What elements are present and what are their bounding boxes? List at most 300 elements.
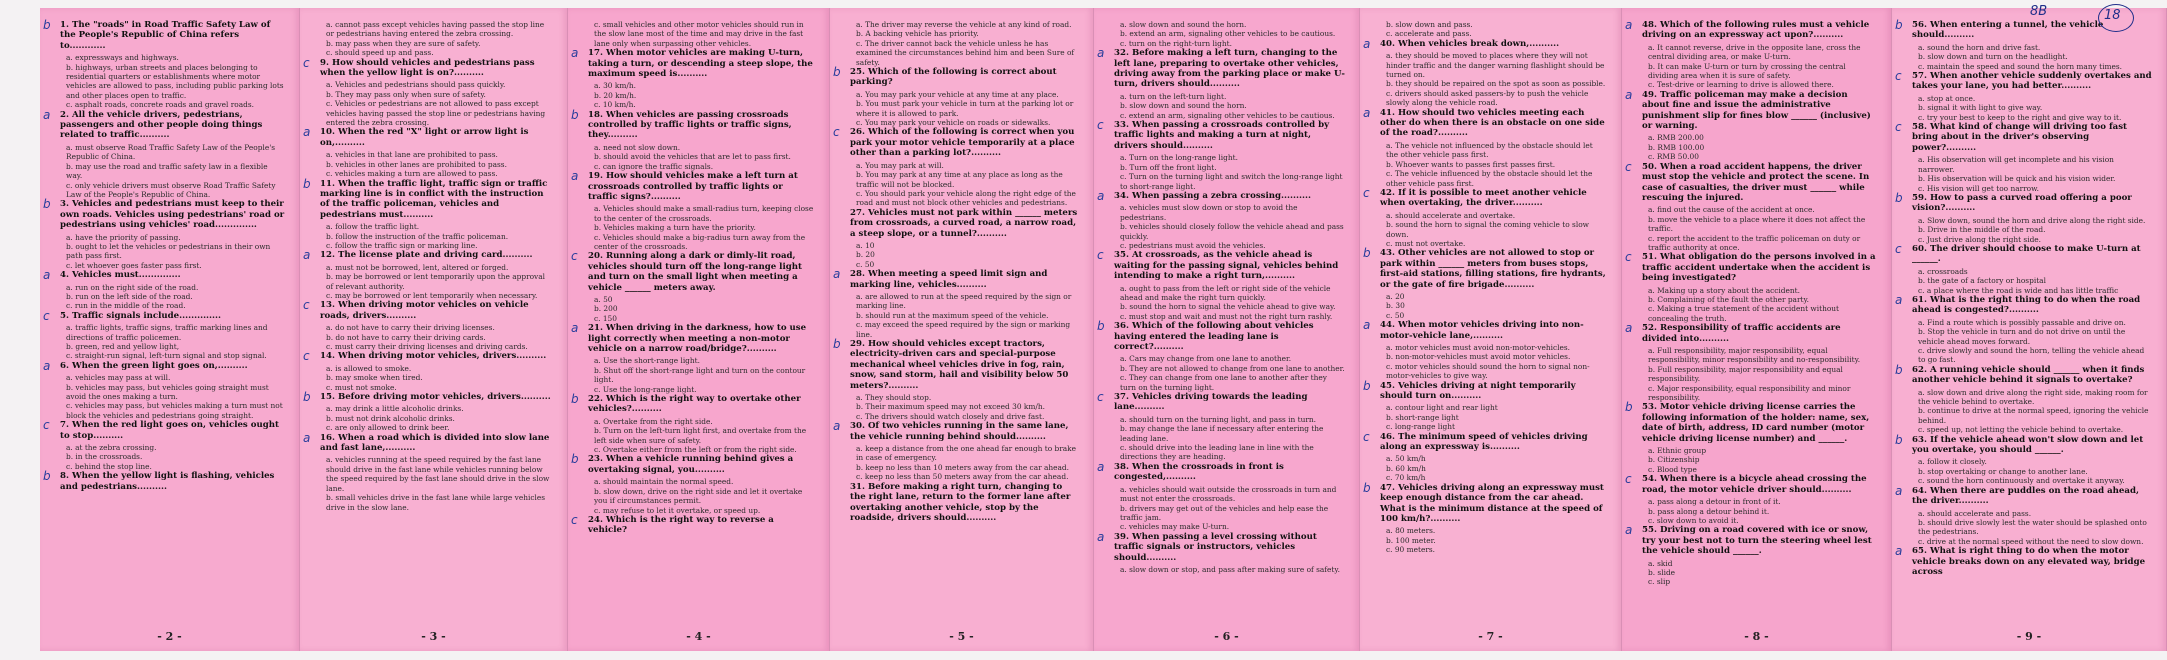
question-text: 58. What kind of change will driving too fast bring about in the driver's observing power?.......... (1912, 122, 2128, 153)
question-block (1895, 292, 2152, 365)
answer-option: a. at the zebra crossing. (66, 443, 157, 453)
handwritten-answer-mark: c (571, 249, 578, 264)
handwritten-answer-mark: b (571, 392, 579, 407)
question-text: 14. When driving motor vehicles, drivers.......... (320, 351, 547, 362)
question-block (1363, 36, 1607, 108)
question-block (1097, 529, 1345, 575)
answer-option: a. slow down and drive along the right side, making room for the vehicle behind to overtake. (1918, 387, 2148, 407)
answer-option: a. ought to pass from the left or right side of the vehicle ahead and make the right turn quickly. (1120, 283, 1331, 302)
handwritten-answer-mark: a (833, 267, 841, 282)
page-number: - 5 - (949, 630, 974, 643)
answer-option: a. 30 km/h. (594, 81, 636, 91)
answer-option: b. 200 (594, 304, 618, 314)
answer-option: b. they should be repaired on the spot as soon as possible. (1386, 79, 1606, 89)
question-text: 51. What obligation do the persons involved in a traffic accident undertake when the accident is being investigated? (1642, 252, 1876, 284)
page-number: - 3 - (421, 630, 446, 643)
question-block (1625, 400, 1877, 474)
question-text: 23. When a vehicle running behind gives a overtaking signal, you.......... (588, 454, 794, 475)
question-block (1625, 523, 1877, 587)
question-text: 52. Responsibility of traffic accidents are divided into.......... (1642, 323, 1841, 344)
handwritten-note-1: 8B (2030, 4, 2048, 19)
question-block (303, 349, 553, 392)
question-text: 21. When driving in the darkness, how to use light correctly when meeting a non-motor vehicle on a narrow road/bridge?.......... (588, 323, 807, 354)
answer-option: a. are allowed to run at the speed required by the sign or marking line. (856, 291, 1072, 311)
answer-option: a. Full responsibility, major responsibility, equal responsibility, minor responsibility and no-responsibility. (1648, 346, 1861, 365)
question-block (571, 512, 815, 536)
question-block (1625, 250, 1877, 323)
question-text: 1. The "roads" in Road Traffic Safety Law of the People's Republic of China refers to............ (60, 20, 271, 51)
answer-option: a. should accelerate and overtake. (1386, 210, 1516, 220)
question-text: 56. When entering a tunnel, the vehicle should.......... (1912, 20, 2104, 41)
answer-option: c. drive at the normal speed without the need to slow down. (1918, 536, 2144, 546)
answer-option: c. drive slowly and sound the horn, telling the vehicle ahead to go fast. (1918, 346, 2145, 365)
handwritten-answer-mark: a (1895, 483, 1903, 498)
answer-option: b. follow the instruction of the traffic policeman. (326, 231, 509, 241)
handwritten-answer-mark: b (43, 18, 51, 32)
question-text: 43. Other vehicles are not allowed to stop or park within ______ meters from buses stops, first-aid stations, filling stations, fire hydrants, or the gate of fire brigade.......... (1380, 248, 1606, 290)
answer-option: c. speed up, not letting the vehicle behind to overtake. (1918, 425, 2124, 435)
answer-option: b. Turn off the front light. (1120, 162, 1217, 172)
question-block (43, 469, 285, 492)
answer-option: a. 10 (856, 240, 875, 250)
handwritten-answer-mark: a (1625, 523, 1633, 538)
answer-option: a. turn on the left-turn light. (1120, 91, 1227, 101)
booklet-page (830, 8, 1094, 651)
handwritten-answer-mark: a (1097, 46, 1105, 61)
answer-option: b. sound the horn to signal the coming vehicle to slow down. (1386, 220, 1589, 239)
handwritten-answer-mark: a (1097, 459, 1105, 474)
answer-option: a. is allowed to smoke. (326, 363, 412, 373)
answer-option: a. vehicles in that lane are prohibited to pass. (326, 150, 498, 160)
answer-option: c. small vehicles and other motor vehicles should run in the slow lane most of the time and may drive in the fast lane only when surpassing other vehicles. (594, 20, 804, 48)
answer-option: a. Making up a story about the accident. (1648, 285, 1800, 295)
answer-option: a. His observation will get incomplete and his vision narrower. (1918, 155, 2114, 174)
question-block (850, 208, 1079, 269)
question-block (571, 452, 815, 515)
question-block (303, 430, 553, 512)
question-text: 29. How should vehicles except tractors, electricity-driven cars and special-purpose mechanical wheel vehicles drive in fog, rain, snow, sand storm, hail and visibility below 50 meters?.......... (850, 339, 1069, 391)
question-block (1097, 118, 1345, 191)
question-block (833, 65, 1079, 128)
question-block (1895, 120, 2152, 193)
question-text: 28. When meeting a speed limit sign and marking line, vehicles.......... (850, 269, 1048, 290)
question-block (833, 419, 1079, 482)
answer-option: c. Test-drive or learning to drive is allowed there. (1648, 80, 1834, 90)
answer-option: c. You may park your vehicle on roads or sidewalks. (856, 118, 1051, 128)
answer-option: a. Turn on the long-range light. (1120, 153, 1238, 163)
question-block (571, 392, 815, 455)
handwritten-answer-mark: a (833, 419, 841, 434)
question-text: 31. Before making a right turn, changing to the right lane, return to the former lane after overtaking another vehicle, stop by the roadside, drivers should.......... (850, 481, 1071, 523)
answer-option: c. can ignore the traffic signals. (594, 161, 714, 171)
question-text: 37. Vehicles driving towards the leading lane.......... (1114, 392, 1308, 413)
handwritten-answer-mark: a (1097, 188, 1105, 203)
page-number: - 8 - (1744, 630, 1769, 643)
answer-option: c. They can change from one lane to another after they turn on the turning light. (1120, 373, 1327, 392)
answer-option: c. should speed up and pass. (326, 48, 434, 58)
answer-option: b. They may pass only when sure of safety. (326, 89, 486, 99)
question-block (1895, 544, 2152, 577)
question-block (1097, 319, 1345, 392)
answer-option: a. should turn on the turning light, and pass in turn. (1120, 414, 1316, 424)
handwritten-answer-mark: a (571, 46, 579, 61)
question-block (1625, 18, 1877, 90)
booklet-page (568, 8, 830, 651)
question-text: 10. When the red "X" light or arrow light is on,.......... (320, 127, 529, 148)
question-text: 5. Traffic signals include.............. (60, 310, 222, 321)
question-block (303, 125, 553, 179)
answer-option: b. non-motor-vehicles must avoid motor vehicles. (1386, 352, 1571, 362)
answer-option: b. slow down and pass. (1386, 20, 1473, 29)
answer-option: c. only vehicle drivers must observe Road Traffic Safety Law of the People's Republic of China. (66, 180, 276, 199)
question-block (1363, 185, 1607, 248)
answer-option: c. turn on the right-turn light. (1120, 38, 1232, 48)
answer-option: b. signal it with light to give way. (1918, 103, 2043, 113)
answer-option: b. Stop the vehicle in turn and do not drive on until the vehicle ahead moves forward. (1918, 327, 2126, 346)
question-text: 60. The driver should choose to make U-turn at ______. (1912, 243, 2141, 265)
question-block (43, 418, 285, 471)
answer-option: a. should accelerate and pass. (1918, 508, 2032, 518)
answer-option: a. slow down or stop, and pass after making sure of safety. (1120, 564, 1340, 574)
question-block (571, 46, 815, 110)
question-block (303, 55, 553, 128)
handwritten-answer-mark: b (833, 337, 841, 351)
answer-option: b. A backing vehicle has priority. (856, 29, 979, 39)
question-text: 8. When the yellow light is flashing, vehicles and pedestrians.......... (60, 471, 275, 492)
handwritten-answer-mark: c (1097, 390, 1104, 405)
answer-option: a. 50 km/h (1386, 454, 1426, 464)
question-text: 53. Motor vehicle driving license carries the following information of the holder: name, sex, date of birth, address, ID card number (motor vehicle driving license number) and ______. (1642, 402, 1870, 444)
answer-option: a. You may park your vehicle at any time at any place. (856, 89, 1059, 99)
handwritten-answer-mark: b (1625, 400, 1633, 415)
answer-option: b. the gate of a factory or hospital (1918, 276, 2046, 286)
answer-option: c. must carry their driving licenses and driving cards. (326, 342, 528, 351)
answer-option: b. You may park at any time at any place as long as the traffic will not be blocked. (856, 170, 1063, 189)
question-block (1097, 459, 1345, 532)
answer-option: c. 50 (856, 259, 875, 269)
handwritten-note-2: 18 (2104, 8, 2121, 23)
answer-option: b. should drive slowly lest the water should be splashed onto the pedestrians. (1918, 517, 2147, 537)
handwritten-answer-mark: a (303, 248, 311, 263)
answer-option: b. sound the horn to signal the vehicle ahead to give way. (1120, 302, 1336, 312)
question-text: 7. When the red light goes on, vehicles ought to stop.......... (60, 420, 279, 441)
answer-option: c. You should park your vehicle along the right edge of the road and must not block other vehicles and pedestrians. (856, 188, 1076, 208)
answer-option: c. His vision will get too narrow. (1918, 183, 2039, 193)
answer-option: b. RMB 100.00 (1648, 142, 1705, 152)
question-block (1625, 472, 1877, 525)
answer-option: c. The driver cannot back the vehicle unless he has examined the circumstances behind him and been Sure of safety. (856, 38, 1075, 67)
answer-option: b. Complaining of the fault the other party. (1648, 294, 1810, 304)
answer-option: b. move the vehicle to a place where it does not affect the traffic. (1648, 214, 1866, 234)
answer-option: a. Find a route which is possibly passable and drive on. (1918, 317, 2126, 327)
answer-option: c. must stop and wait and must not the right turn rashly. (1120, 311, 1333, 321)
handwritten-answer-mark: a (1625, 321, 1633, 336)
booklet-page (1360, 8, 1622, 651)
answer-option: a. RMB 200.00 (1648, 133, 1704, 143)
question-text: 6. When the green light goes on,.......... (60, 360, 248, 371)
answer-option: a. sound the horn and drive fast. (1918, 42, 2041, 52)
handwritten-answer-mark: b (1363, 246, 1371, 261)
handwritten-answer-mark: a (1895, 544, 1903, 559)
answer-option: b. Shut off the short-range light and turn on the contour light. (594, 365, 806, 385)
answer-option: c. Turn on the turning light and switch the long-range light to short-range light. (1120, 172, 1343, 191)
answer-option: a. slow down and sound the horn. (1120, 20, 1247, 29)
question-text: 44. When motor vehicles driving into non-motor-vehicle lane,.......... (1380, 320, 1584, 341)
answer-option: c. Vehicles should make a big-radius turn away from the center of the crossroads. (594, 232, 806, 251)
question-text: 35. At crossroads, as the vehicle ahead is waiting for the passing signal, vehicles behind intending to make a right turn,.......... (1114, 250, 1339, 282)
answer-option: b. Their maximum speed may not exceed 30 km/h. (856, 402, 1045, 412)
answer-option: a. vehicles running at the speed required by the fast lane should drive in the fast lane while vehicles running below the speed required by the fast lane should drive in the slow lane. (326, 455, 550, 493)
answer-option: a. expressways and highways. (66, 53, 179, 63)
question-text: 18. When vehicles are passing crossroads controlled by traffic lights or traffic signs, they.......... (588, 109, 792, 141)
question-block (303, 390, 553, 433)
question-block (1097, 390, 1345, 462)
answer-option: b. 20 km/h. (594, 90, 637, 100)
answer-option: c. try your best to keep to the right and give way to it. (1918, 112, 2122, 122)
handwritten-answer-mark: c (1363, 429, 1370, 444)
answer-option: c. are only allowed to drink beer. (326, 423, 450, 433)
answer-option: c. RMB 50.00 (1648, 152, 1699, 162)
handwritten-answer-mark: b (571, 107, 579, 122)
answer-option: a. It cannot reverse, drive in the opposite lane, cross the central dividing area, or make U-turn. (1648, 42, 1861, 62)
handwritten-answer-mark: a (1625, 18, 1633, 32)
answer-option: a. 80 meters. (1386, 526, 1436, 536)
booklet-page (1094, 8, 1360, 651)
question-block (1625, 159, 1877, 253)
answer-option: b. Drive in the middle of the road. (1918, 225, 2046, 235)
handwritten-answer-mark: c (303, 55, 310, 70)
answer-option: a. run on the right side of the road. (66, 282, 199, 292)
answer-option: b. should run at the maximum speed of the vehicle. (856, 310, 1049, 320)
question-block (43, 308, 285, 361)
question-text: 46. The minimum speed of vehicles driving along an expressway is.......... (1380, 431, 1588, 453)
answer-option: b. run on the left side of the road. (66, 291, 193, 301)
handwritten-answer-mark: c (1895, 120, 1902, 135)
answer-option: b. slow down and sound the horn. (1120, 101, 1247, 111)
question-block (1363, 480, 1607, 555)
answer-option: b. keep no less than 10 meters away from the car ahead. (856, 462, 1070, 472)
handwritten-answer-mark: a (1363, 105, 1371, 120)
answer-option: c. extend an arm, signaling other vehicles to be cautious. (1120, 110, 1335, 120)
booklet-page (1622, 8, 1892, 651)
answer-option: b. Whoever wants to passes first passes first. (1386, 159, 1556, 169)
answer-option: c. vehicles may pass, but vehicles making a turn must not block the vehicles and pedestrians going straight. (66, 401, 283, 420)
question-text: 39. When passing a level crossing without traffic signals or instructors, vehicles should.......... (1114, 531, 1317, 563)
handwritten-answer-mark: a (43, 107, 51, 122)
question-text: 36. Which of the following about vehicles having entered the leading lane is correct?.......... (1114, 321, 1314, 352)
handwritten-answer-mark: a (571, 321, 579, 336)
handwritten-answer-mark: a (1097, 529, 1105, 544)
answer-option: c. may be borrowed or lent temporarily when necessary. (326, 290, 538, 300)
answer-option: b. Turn on the left-turn light first, and overtake from the left side when sure of safety. (594, 426, 807, 445)
question-text: 48. Which of the following rules must a vehicle driving on an expressway act upon?.......... (1642, 20, 1870, 41)
question-text: 12. The license plate and driving card.......... (320, 250, 533, 261)
question-text: 9. How should vehicles and pedestrians pass when the yellow light is on?.......... (320, 57, 535, 79)
question-text: 41. How should two vehicles meeting each other do when there is an obstacle on one side of the road?.......... (1380, 107, 1605, 139)
answer-option: b. They are not allowed to change from one lane to another. (1120, 363, 1345, 373)
answer-option: c. The drivers should watch closely and drive fast. (856, 411, 1045, 421)
answer-option: c. accelerate and pass. (1386, 29, 1472, 39)
handwritten-answer-mark: c (1895, 241, 1902, 256)
question-text: 19. How should vehicles make a left turn at crossroads controlled by traffic lights or traffic signs?.......... (588, 171, 798, 202)
question-text: 30. Of two vehicles running in the same lane, the vehicle running behind should.......... (850, 421, 1069, 442)
question-text: 54. When there is a bicycle ahead crossing the road, the motor vehicle driver should.......... (1642, 474, 1867, 495)
question-text: 62. A running vehicle should ______ when it finds another vehicle behind it signals to overtake? (1912, 364, 2145, 386)
answer-option: a. They should stop. (856, 393, 932, 403)
question-text: 32. Before making a left turn, changing to the left lane, preparing to overtake other vehicles, driving away from the parking place or make U-turn, drivers should.......... (1114, 48, 1345, 90)
page-number: - 9 - (2016, 630, 2042, 643)
answer-option: c. 50 (1386, 310, 1405, 320)
answer-option: c. slow down to avoid it. (1648, 515, 1739, 525)
answer-option: b. may use the road and traffic safety law in a flexible way. (66, 161, 268, 181)
question-block (1895, 362, 2152, 435)
answer-option: a. do not have to carry their driving licenses. (326, 323, 495, 333)
answer-option: c. drivers should asked passers-by to push the vehicle slowly along the vehicle road. (1386, 88, 1589, 108)
handwritten-answer-mark: a (43, 358, 51, 373)
question-block (43, 358, 285, 420)
answer-option: c. keep no less than 50 meters away from the car ahead. (856, 472, 1069, 482)
answer-option: c. let whoever goes faster pass first. (66, 260, 202, 270)
question-block (1097, 188, 1345, 250)
page-number: - 7 - (1478, 630, 1503, 643)
answer-option: b. green, red and yellow light, (66, 342, 180, 351)
question-block (1895, 241, 2152, 295)
answer-option: c. 10 km/h. (594, 100, 636, 110)
answer-option: b. small vehicles drive in the fast lane while large vehicles drive in the slow lane. (326, 493, 545, 512)
answer-option: c. asphalt roads, concrete roads and gravel roads. (66, 100, 255, 110)
answer-option: c. The vehicle influenced by the obstacle should let the other vehicle pass first. (1386, 169, 1593, 188)
question-block (1895, 69, 2152, 122)
question-text: 38. When the crossroads in front is congested,.......... (1114, 461, 1284, 483)
answer-option: b. do not have to carry their driving cards. (326, 332, 486, 342)
handwritten-answer-mark: a (1363, 36, 1371, 51)
answer-option: b. ought to let the vehicles or pedestrians in their own path pass first. (66, 241, 271, 261)
answer-option: b. Full responsibility, major responsibility and equal responsibility. (1648, 364, 1843, 384)
answer-option: b. It can make U-turn or turn by crossing the central dividing area when it is sure of safety. (1648, 61, 1846, 81)
question-block (1363, 246, 1607, 320)
question-text: 3. Vehicles and pedestrians must keep to their own roads. Vehicles using pedestrians' road or pedestrians using vehicles' road.............. (60, 199, 285, 231)
handwritten-answer-mark: a (303, 125, 311, 140)
question-block (43, 107, 285, 200)
answer-option: b. may pass when they are sure of safety. (326, 38, 481, 48)
answer-option: a. follow it closely. (1918, 457, 1987, 467)
question-text: 33. When passing a crossroads controlled by traffic lights and making a turn at night, drivers should.......... (1114, 120, 1330, 151)
answer-option: c. must not smoke. (326, 382, 397, 392)
handwritten-answer-mark: c (303, 349, 310, 364)
answer-option: a. cannot pass except vehicles having passed the stop line or pedestrians having entered the zebra crossing. (326, 20, 545, 39)
handwritten-answer-mark: b (303, 176, 311, 191)
answer-option: b. highways, urban streets and places belonging to residential quarters or establishments where motor vehicles are allowed to pass, including public parking lots and other places open to traffic. (66, 62, 284, 100)
answer-option: a. stop at once. (1918, 93, 1976, 103)
answer-option: b. may smoke when tired. (326, 373, 423, 383)
answer-option: c. must not overtake. (1386, 238, 1466, 248)
answer-option: a. keep a distance from the one ahead far enough to brake in case of emergency. (856, 444, 1077, 463)
answer-option: a. Vehicles should make a small-radius turn, keeping close to the center of the crossroads. (594, 204, 814, 223)
answer-option: b. extend an arm, signaling other vehicles to be cautious. (1120, 29, 1336, 39)
question-text: 49. Traffic policeman may make a decision about fine and issue the administrative punishment slip for fines blow ______ (inclusive) or warning. (1642, 89, 1871, 132)
question-text: 25. Which of the following is correct about parking? (850, 67, 1057, 88)
question-block (1363, 378, 1607, 432)
question-text: 22. Which is the right way to overtake other vehicles?.......... (588, 394, 801, 415)
handwritten-answer-mark: b (1363, 480, 1371, 495)
answer-option: c. 90 meters. (1386, 545, 1435, 555)
question-text: 50. When a road accident happens, the driver must stop the vehicle and protect the scene. In case of casualties, the driver must ______ while rescuing the injured. (1642, 161, 1870, 203)
answer-option: b. slide (1648, 567, 1676, 577)
question-block (1380, 20, 1607, 39)
answer-option: a. need not slow down. (594, 142, 681, 152)
answer-option: a. have the priority of passing. (66, 232, 181, 242)
answer-option: b. slow down and turn on the headlight. (1918, 52, 2068, 62)
question-block (833, 267, 1079, 339)
answer-option: a. vehicles must slow down or stop to avoid the pedestrians. (1120, 203, 1298, 222)
handwritten-answer-mark: b (1895, 362, 1903, 377)
handwritten-answer-mark: a (303, 430, 311, 445)
page-number: - 2 - (157, 630, 182, 643)
question-text: 40. When vehicles break down,.......... (1380, 38, 1560, 49)
question-text: 27. Vehicles must not park within ______ meters from crossroads, a curved road, a narrow road, a steep slope, or a tunnel?.......... (850, 207, 1078, 239)
answer-option: b. may change the lane if necessary after entering the leading lane. (1120, 424, 1324, 443)
question-text: 2. All the vehicle drivers, pedestrians, passengers and other people doing things related to traffic.......... (60, 109, 263, 141)
question-text: 11. When the traffic light, traffic sign or traffic marking line is in conflict with the instruction of the traffic policeman, vehicles and pedestrians must.......... (320, 178, 548, 220)
question-block (1097, 248, 1345, 321)
question-text: 61. What is the right thing to do when the road ahead is congested?.......... (1912, 294, 2141, 316)
booklet-page (300, 8, 568, 651)
question-text: 17. When motor vehicles are making U-turn, taking a turn, or descending a steep slope, the maximum speed is.......... (588, 48, 813, 80)
answer-option: a. The vehicle not influenced by the obstacle should let the other vehicle pass first. (1386, 140, 1593, 160)
answer-option: c. Vehicles or pedestrians are not allowed to pass except vehicles having passed the stop line or pedestrians having entered the zebra crossing. (326, 99, 546, 128)
question-block (303, 248, 553, 300)
page-number: - 4 - (686, 630, 711, 643)
answer-option: b. 100 meter. (1386, 535, 1436, 545)
answer-option: b. His observation will be quick and his vision wider. (1918, 174, 2116, 184)
answer-option: c. motor vehicles should sound the horn to signal non-motor-vehicles to give way. (1386, 361, 1590, 381)
answer-option: a. motor vehicles must avoid non-motor-vehicles. (1386, 343, 1570, 352)
answer-option: a. should maintain the normal speed. (594, 477, 734, 487)
handwritten-answer-mark: b (43, 469, 51, 484)
handwritten-answer-mark: a (43, 268, 51, 283)
question-block (571, 169, 815, 251)
answer-option: a. find out the cause of the accident at once. (1648, 205, 1815, 215)
answer-option: b. vehicles should closely follow the vehicle ahead and pass quickly. (1120, 222, 1344, 241)
answer-option: c. pedestrians must avoid the vehicles. (1120, 240, 1266, 250)
question-block (1363, 429, 1607, 483)
answer-option: c. maintain the speed and sound the horn many times. (1918, 61, 2122, 71)
question-block (1097, 46, 1345, 120)
question-block (303, 176, 553, 251)
answer-option: b. vehicles may pass, but vehicles going straight must avoid the ones making a turn. (66, 382, 269, 402)
handwritten-answer-mark: b (43, 197, 51, 212)
answer-option: b. Citizenship (1648, 455, 1700, 465)
handwritten-answer-mark: a (1625, 87, 1633, 102)
handwritten-answer-mark: c (303, 298, 310, 313)
handwritten-answer-mark: b (303, 390, 311, 405)
handwritten-answer-mark: a (1895, 292, 1903, 307)
handwritten-answer-mark: c (43, 308, 50, 323)
answer-option: c. may exceed the speed required by the sign or marking line. (856, 320, 1071, 339)
question-text: 16. When a road which is divided into slow lane and fast lane,.......... (320, 432, 550, 454)
question-block (1625, 87, 1877, 162)
question-text: 63. If the vehicle ahead won't slow down and let you overtake, you should ______. (1912, 434, 2144, 456)
question-text: 42. If it is possible to meet another vehicle when overtaking, the driver.......... (1380, 187, 1587, 209)
answer-option: c. run in the middle of the road. (66, 301, 186, 311)
handwritten-answer-mark: c (1895, 69, 1902, 84)
answer-option: a. Cars may change from one lane to another. (1120, 354, 1292, 364)
answer-option: b. 60 km/h (1386, 463, 1426, 473)
handwritten-answer-mark: c (1625, 250, 1632, 265)
answer-option: a. Vehicles and pedestrians should pass quickly. (326, 80, 506, 90)
answer-option: b. slow down, drive on the right side and let it overtake you if circumstances permit. (594, 486, 803, 506)
handwritten-answer-mark: b (1895, 18, 1903, 32)
